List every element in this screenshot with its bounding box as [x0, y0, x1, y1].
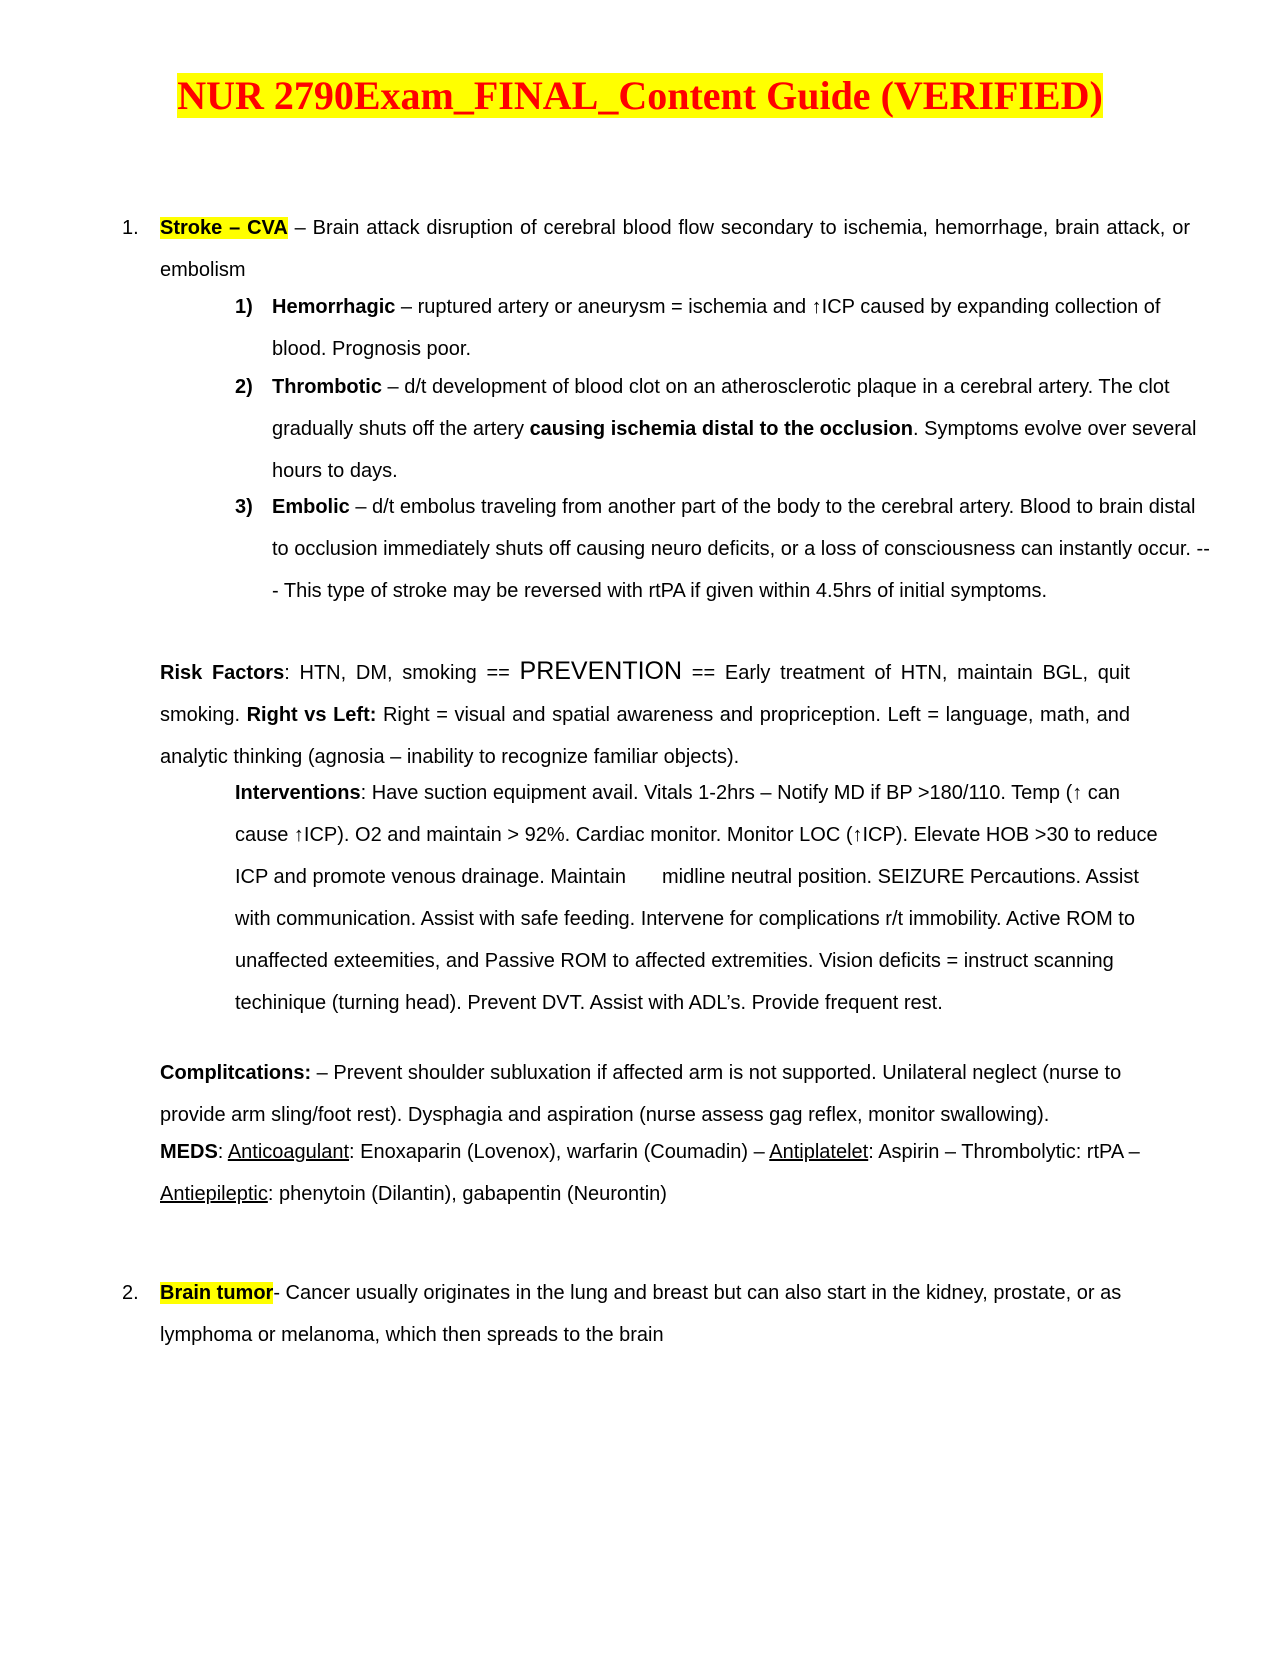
subitem-term: Hemorrhagic: [272, 296, 396, 318]
subitem-term: Embolic: [272, 496, 350, 518]
list-item-brain-tumor: [122, 1272, 1150, 1356]
right-vs-left-text: Right = visual and spatial awareness and propriception. Left = language, math, and analytic thinking (agnosia – inability to recognize familiar objects).: [160, 704, 1130, 768]
subitem-number: 3): [235, 496, 253, 518]
highlighted-term: Stroke – CVA: [160, 217, 288, 239]
highlighted-term: Brain tumor: [160, 1282, 274, 1304]
subitem-bold-text: causing ischemia distal to the occlusion: [529, 418, 913, 440]
risk-factors-text: : HTN, DM, smoking ==: [284, 662, 520, 684]
list-number: 1.: [122, 217, 139, 239]
antiepileptic-text: : phenytoin (Dilantin), gabapentin (Neurontin): [267, 1183, 667, 1205]
complications-label: Complitcations:: [160, 1062, 312, 1084]
subitem-text: – ruptured artery or aneurysm = ischemia and ↑ICP caused by expanding collection of blood. Prognosis poor.: [272, 296, 1161, 360]
right-vs-left-label: Right vs Left:: [246, 704, 377, 726]
complications-paragraph: [160, 1052, 1190, 1136]
interventions-text: : Have suction equipment avail. Vitals 1-2hrs – Notify MD if BP >180/110. Temp (↑ can cause ↑ICP). O2 and maintain > 92%. Cardiac monitor. Monitor LOC (↑ICP). Elevate HOB >30 to reduce ICP and promote venous drainage. Maintain: [235, 782, 1158, 888]
subitem-number: 1): [235, 296, 253, 318]
interventions-label: Interventions: [235, 782, 361, 804]
meds-colon: :: [217, 1141, 228, 1163]
meds-label: MEDS: [160, 1141, 218, 1163]
anticoagulant-label: Anticoagulant: [227, 1141, 350, 1163]
subitem-text: – d/t development of blood clot on an atherosclerotic plaque in a cerebral artery. The clot gradually shuts off the artery: [272, 376, 1170, 440]
subitem-thrombotic: [235, 366, 1210, 492]
subitem-embolic: [235, 486, 1210, 612]
list-item-stroke: [122, 207, 1190, 291]
page-title: [0, 70, 1280, 122]
item-text: - Cancer usually originates in the lung and breast but can also start in the kidney, prostate, or as lymphoma or melanoma, which then spreads to the brain: [160, 1282, 1122, 1346]
page-title-text: NUR 2790Exam_FINAL_Content Guide (VERIFIED): [177, 73, 1103, 118]
antiepileptic-label: Antiepileptic: [160, 1183, 268, 1205]
interventions-paragraph: [235, 772, 1175, 1024]
subitem-text: – d/t embolus traveling from another part of the body to the cerebral artery. Blood to brain distal to occlusion immediately shuts off causing neuro deficits, or a loss of consciousness can instantly occur. --- This type of stroke may be reversed with rtPA if given within 4.5hrs of initial symptoms.: [272, 496, 1210, 602]
prevention-word: PREVENTION: [519, 657, 683, 685]
list-number: 2.: [122, 1282, 139, 1304]
subitem-hemorrhagic: [235, 286, 1210, 370]
antiplatelet-text: : Aspirin – Thrombolytic: rtPA –: [868, 1141, 1140, 1163]
risk-factors-paragraph: [160, 650, 1130, 778]
antiplatelet-label: Antiplatelet: [769, 1141, 869, 1163]
complications-text: – Prevent shoulder subluxation if affected arm is not supported. Unilateral neglect (nurse to provide arm sling/foot rest). Dysphagia and aspiration (nurse assess gag reflex, monitor swallowing).: [160, 1062, 1122, 1126]
risk-factors-label: Risk Factors: [160, 662, 285, 684]
anticoagulant-text: : Enoxaparin (Lovenox), warfarin (Coumadin) –: [349, 1141, 770, 1163]
meds-paragraph: [160, 1131, 1200, 1215]
subitem-text-after: . Symptoms evolve over several hours to days.: [272, 418, 1197, 482]
item-text: – Brain attack disruption of cerebral blood flow secondary to ischemia, hemorrhage, brain attack, or embolism: [160, 217, 1190, 281]
interventions-text-2: midline neutral position. SEIZURE Percautions. Assist with communication. Assist with safe feeding. Intervene for complications r/t immobility. Active ROM to unaffected exteemities, and Passive ROM to affected extremities. Vision deficits = instruct scanning techinique (turning head). Prevent DVT. Assist with ADL’s. Provide frequent rest.: [235, 866, 1139, 1014]
subitem-term: Thrombotic: [272, 376, 382, 398]
risk-factors-text-2: == Early treatment of HTN, maintain BGL, quit smoking.: [160, 662, 1130, 726]
subitem-number: 2): [235, 376, 253, 398]
